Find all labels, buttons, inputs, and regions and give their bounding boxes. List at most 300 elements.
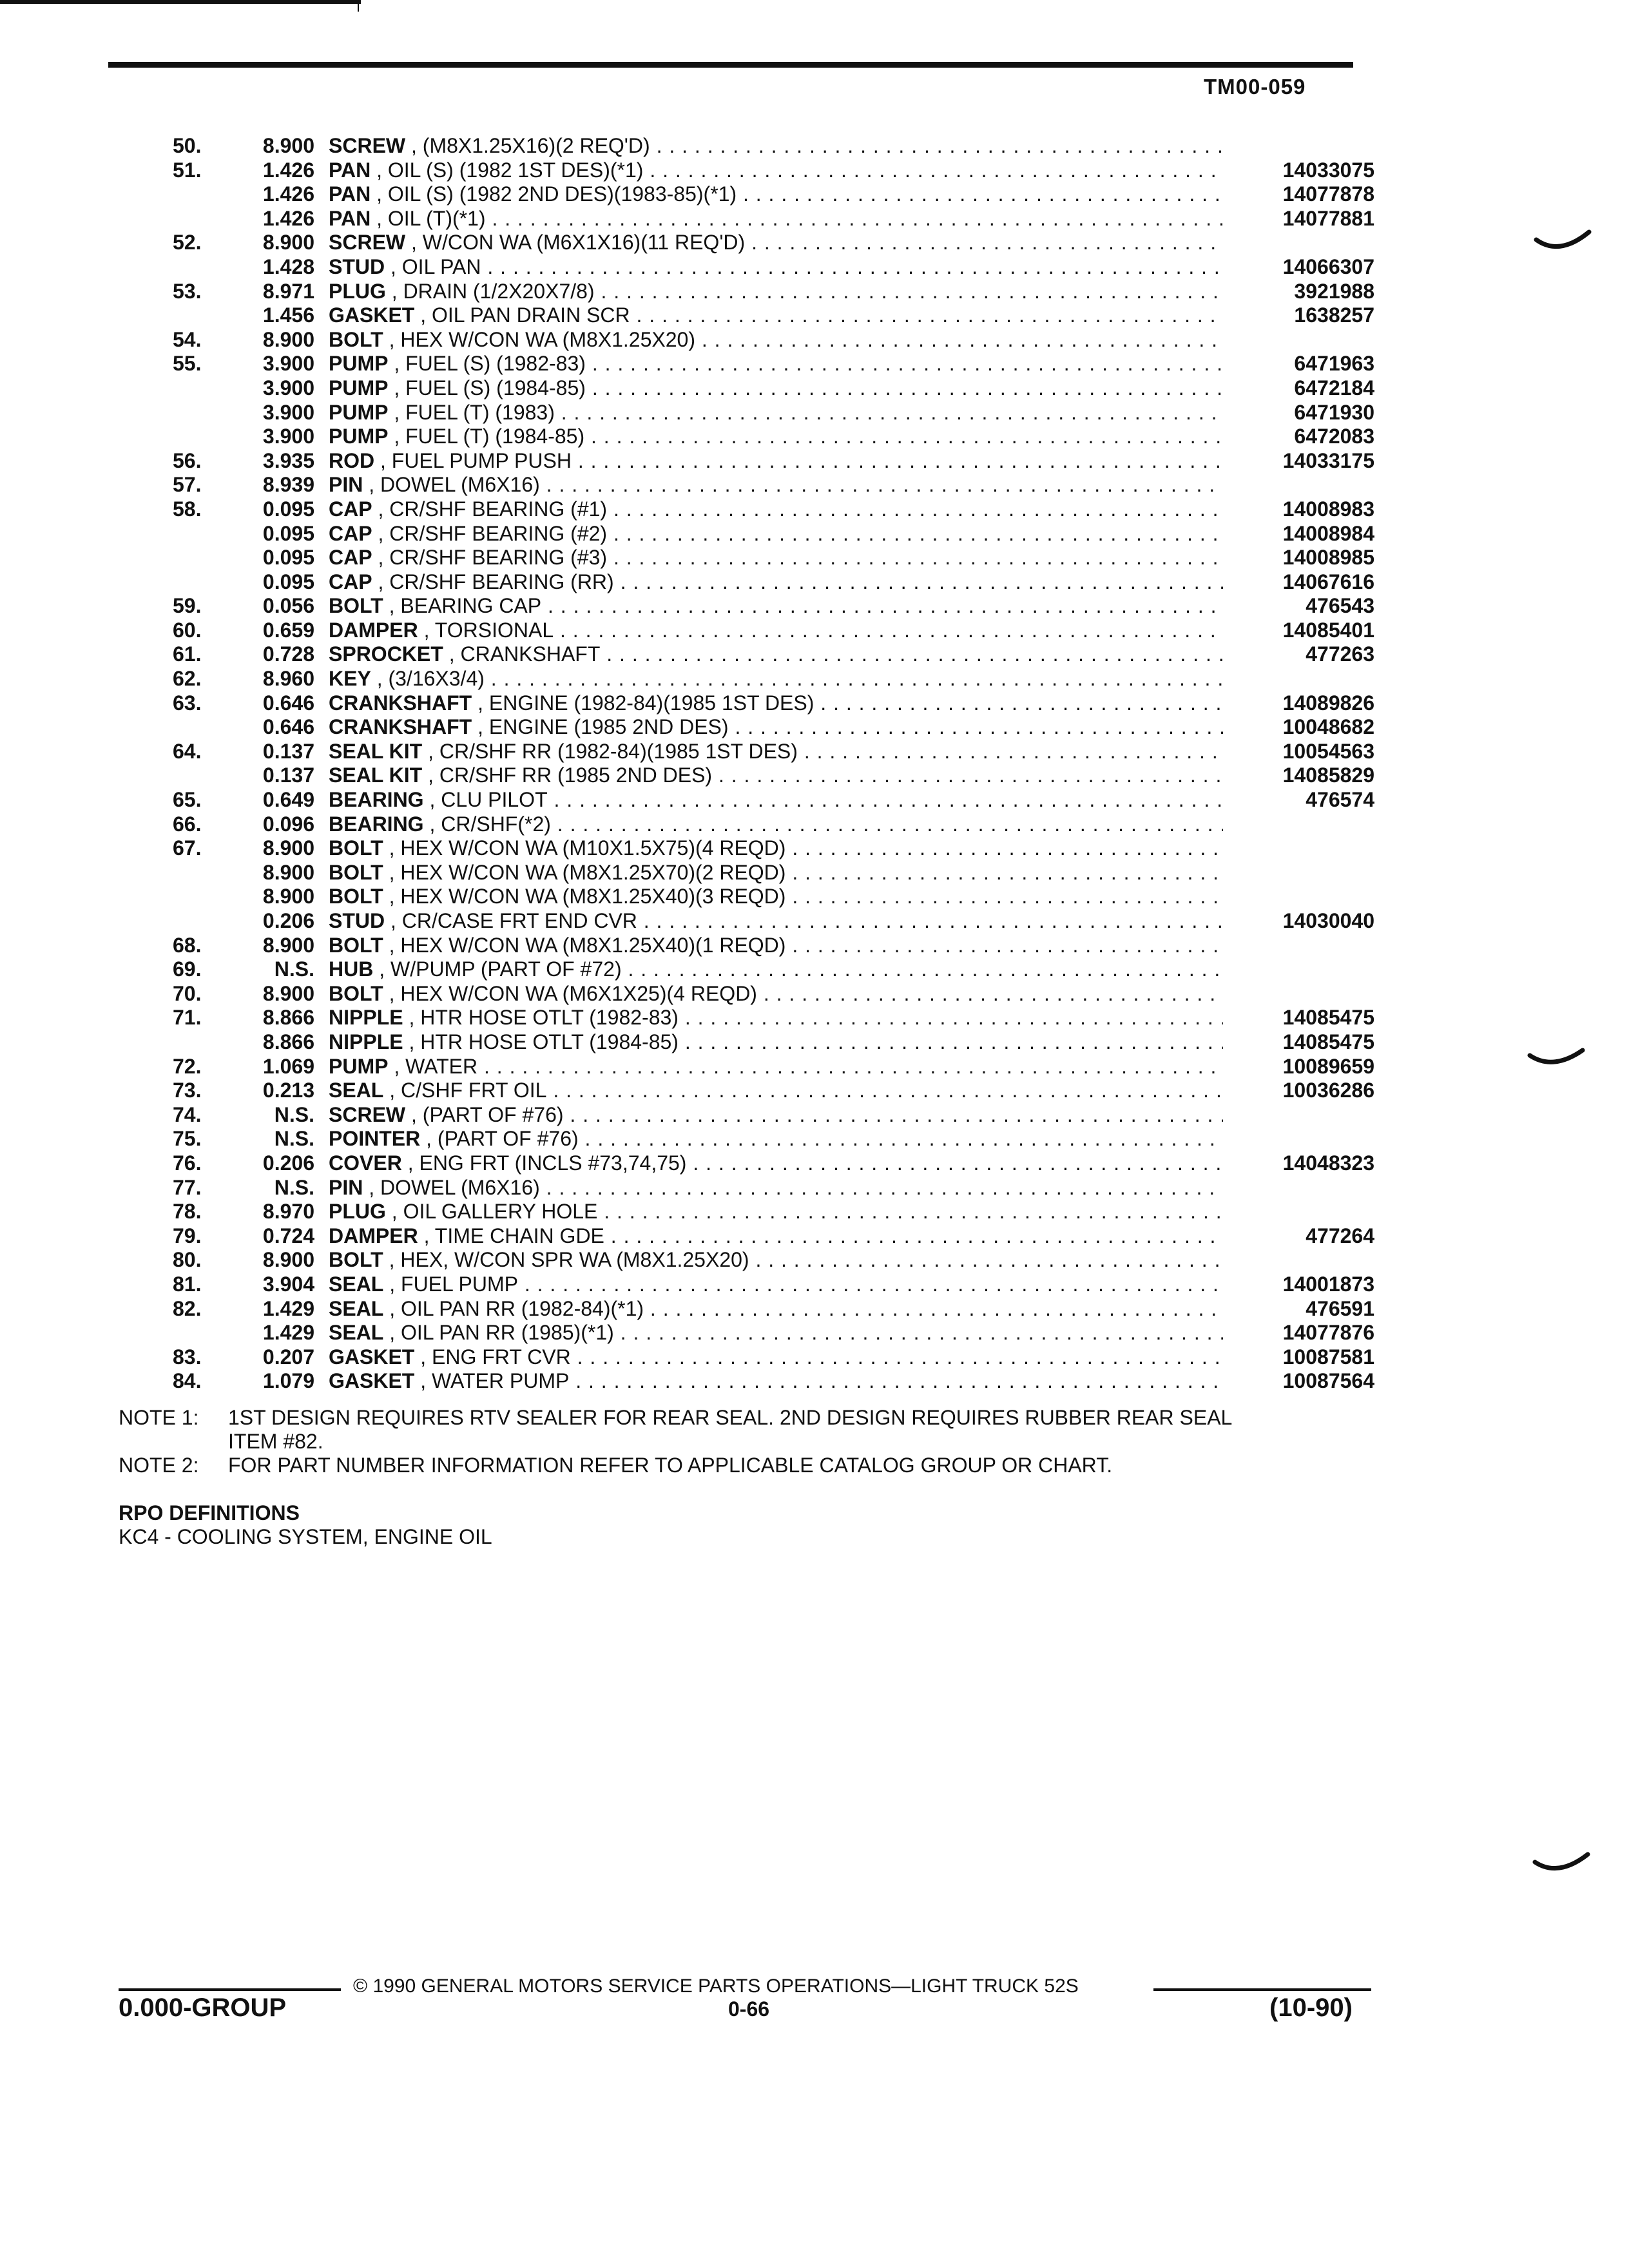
item-number: 83. xyxy=(173,1345,202,1369)
part-detail-separator: , xyxy=(371,158,388,182)
part-name: SEAL KIT xyxy=(329,739,423,763)
part-description xyxy=(329,934,1223,958)
part-detail-separator: , xyxy=(414,1369,432,1393)
item-number: 62. xyxy=(173,667,202,691)
part-row xyxy=(173,182,1374,207)
part-detail-separator: , xyxy=(420,1127,438,1151)
part-description xyxy=(329,909,1223,934)
part-detail-separator: , xyxy=(383,860,401,884)
part-name: PUMP xyxy=(329,376,389,399)
part-description xyxy=(329,207,1223,231)
note-label: NOTE 2: xyxy=(119,1454,199,1477)
binder-hole-mark-icon xyxy=(1532,1849,1590,1881)
part-detail-separator: , xyxy=(388,1054,406,1078)
part-detail-separator: , xyxy=(385,255,402,278)
part-description xyxy=(329,667,1223,691)
part-number: 6471963 xyxy=(1294,352,1374,376)
group-code: N.S. xyxy=(274,1102,314,1126)
part-number: 14001873 xyxy=(1282,1272,1374,1296)
part-number: 476543 xyxy=(1306,594,1374,618)
item-number: 64. xyxy=(173,739,202,763)
part-detail: HEX, W/CON SPR WA (M8X1.25X20) xyxy=(400,1248,749,1272)
part-number: 10087564 xyxy=(1282,1369,1374,1393)
part-description xyxy=(329,1030,1223,1055)
item-number: 82. xyxy=(173,1296,202,1320)
binder-hole-mark-icon xyxy=(1534,226,1592,258)
part-name: NIPPLE xyxy=(329,1006,403,1030)
item-number: 56. xyxy=(173,448,202,472)
part-row xyxy=(173,1055,1374,1079)
part-detail: FUEL PUMP PUSH xyxy=(391,448,572,472)
part-name: GASKET xyxy=(329,303,415,327)
part-name: PUMP xyxy=(329,425,389,448)
item-number: 84. xyxy=(173,1369,202,1393)
item-number: 73. xyxy=(173,1079,202,1102)
part-name: PAN xyxy=(329,182,371,206)
group-code: 0.137 xyxy=(262,739,314,763)
part-description xyxy=(329,1176,1223,1200)
part-detail-separator: , xyxy=(371,667,389,691)
item-number: 69. xyxy=(173,957,202,981)
part-name: PLUG xyxy=(329,1200,386,1224)
group-code: 1.079 xyxy=(262,1369,314,1393)
item-number: 63. xyxy=(173,691,202,715)
part-detail: HEX W/CON WA (M10X1.5X75)(4 REQD) xyxy=(400,836,786,860)
part-detail: ENGINE (1985 2ND DES) xyxy=(488,715,729,739)
part-number: 476591 xyxy=(1306,1296,1374,1320)
part-description xyxy=(329,425,1223,449)
part-detail-separator: , xyxy=(383,981,401,1005)
item-number: 77. xyxy=(173,1175,202,1199)
part-name: PAN xyxy=(329,206,371,230)
part-description xyxy=(329,885,1223,909)
part-name: BOLT xyxy=(329,1248,383,1272)
part-row xyxy=(173,522,1374,546)
part-detail-separator: , xyxy=(383,836,401,860)
part-description xyxy=(329,1369,1223,1394)
part-detail-separator: , xyxy=(423,812,441,836)
part-detail: ENG FRT CVR xyxy=(432,1345,571,1369)
group-code: 8.939 xyxy=(262,473,314,497)
group-code: 0.728 xyxy=(262,642,314,666)
rpo-definitions xyxy=(119,1501,492,1549)
group-code: 1.429 xyxy=(262,1296,314,1320)
item-number: 50. xyxy=(173,134,202,157)
part-name: PUMP xyxy=(329,1054,389,1078)
group-code: N.S. xyxy=(274,1175,314,1199)
group-code: 0.649 xyxy=(262,788,314,812)
part-detail: (3/16X3/4) xyxy=(388,667,485,691)
part-row xyxy=(173,546,1374,570)
part-detail-separator: , xyxy=(422,739,439,763)
part-detail-separator: , xyxy=(443,642,461,666)
part-detail: OIL PAN DRAIN SCR xyxy=(432,303,630,327)
part-row xyxy=(173,1103,1374,1128)
group-code: 8.900 xyxy=(262,231,314,255)
part-number: 6472184 xyxy=(1294,376,1374,399)
part-detail-separator: , xyxy=(383,1248,401,1272)
part-description xyxy=(329,497,1223,522)
group-code: 1.428 xyxy=(262,255,314,278)
part-description xyxy=(329,134,1223,159)
item-number: 53. xyxy=(173,279,202,303)
part-description xyxy=(329,473,1223,497)
part-detail-separator: , xyxy=(385,909,402,932)
part-row xyxy=(173,401,1374,425)
part-number: 14085829 xyxy=(1282,764,1374,787)
part-number: 6472083 xyxy=(1294,425,1374,448)
part-description xyxy=(329,836,1223,861)
group-code: 1.426 xyxy=(262,158,314,182)
part-detail: CR/SHF RR (1985 2ND DES) xyxy=(439,764,713,787)
part-detail: (PART OF #76) xyxy=(437,1127,579,1151)
part-description xyxy=(329,788,1223,812)
part-description xyxy=(329,1297,1223,1321)
part-row xyxy=(173,1224,1374,1249)
part-detail-separator: , xyxy=(388,400,406,424)
part-description xyxy=(329,861,1223,885)
part-description xyxy=(329,280,1223,304)
part-number: 10054563 xyxy=(1282,739,1374,763)
header-rule xyxy=(108,62,1353,68)
footer-date: (10-90) xyxy=(1269,1994,1353,2022)
part-description xyxy=(329,522,1223,546)
part-detail: OIL PAN RR (1985)(*1) xyxy=(401,1321,614,1345)
item-number: 58. xyxy=(173,497,202,521)
part-detail-separator: , xyxy=(363,1175,381,1199)
part-detail-separator: , xyxy=(472,691,489,715)
part-row xyxy=(173,1151,1374,1176)
part-detail-separator: , xyxy=(371,182,388,206)
group-code: 0.213 xyxy=(262,1079,314,1102)
part-detail: CR/SHF RR (1982-84)(1985 1ST DES) xyxy=(439,739,798,763)
part-detail: CR/SHF BEARING (RR) xyxy=(389,570,614,593)
group-code: 3.904 xyxy=(262,1272,314,1296)
part-number: 14066307 xyxy=(1282,255,1374,278)
part-name: BOLT xyxy=(329,860,383,884)
group-code: 3.900 xyxy=(262,376,314,399)
part-number: 14033175 xyxy=(1282,448,1374,472)
item-number: 68. xyxy=(173,933,202,957)
part-name: DAMPER xyxy=(329,1224,418,1247)
part-row xyxy=(173,280,1374,304)
part-row xyxy=(173,957,1374,982)
part-detail: ENG FRT (INCLS #73,74,75) xyxy=(419,1151,687,1175)
part-row xyxy=(173,934,1374,958)
document-id: TM00-059 xyxy=(1204,75,1306,99)
part-detail: ENGINE (1982-84)(1985 1ST DES) xyxy=(488,691,815,715)
part-detail: OIL PAN RR (1982-84)(*1) xyxy=(401,1296,644,1320)
part-name: SEAL xyxy=(329,1296,384,1320)
part-name: ROD xyxy=(329,448,375,472)
part-detail: HEX W/CON WA (M6X1X25)(4 REQD) xyxy=(400,981,757,1005)
parts-list xyxy=(173,134,1374,1394)
rpo-title: RPO DEFINITIONS xyxy=(119,1501,300,1524)
part-description xyxy=(329,982,1223,1006)
part-row xyxy=(173,473,1374,497)
item-number: 66. xyxy=(173,812,202,836)
part-row xyxy=(173,207,1374,231)
part-detail: CR/SHF(*2) xyxy=(441,812,551,836)
part-detail: WATER PUMP xyxy=(432,1369,570,1393)
group-code: 3.935 xyxy=(262,448,314,472)
part-description xyxy=(329,401,1223,425)
part-description xyxy=(329,1248,1223,1273)
scan-edge-line xyxy=(0,0,361,4)
group-code: 0.659 xyxy=(262,618,314,642)
part-description xyxy=(329,594,1223,619)
part-description xyxy=(329,1127,1223,1151)
part-number: 10048682 xyxy=(1282,715,1374,739)
part-row xyxy=(173,1273,1374,1297)
part-name: GASKET xyxy=(329,1369,415,1393)
part-detail: CR/CASE FRT END CVR xyxy=(401,909,637,932)
part-row xyxy=(173,328,1374,352)
part-detail-separator: , xyxy=(414,303,432,327)
part-detail: HEX W/CON WA (M8X1.25X40)(3 REQD) xyxy=(400,885,786,908)
part-description xyxy=(329,546,1223,570)
part-row xyxy=(173,836,1374,861)
part-number: 14067616 xyxy=(1282,570,1374,593)
group-code: 8.960 xyxy=(262,667,314,691)
part-number: 14008984 xyxy=(1282,521,1374,545)
part-row xyxy=(173,231,1374,255)
part-detail-separator: , xyxy=(388,376,406,399)
item-number: 61. xyxy=(173,642,202,666)
part-detail-separator: , xyxy=(372,521,390,545)
item-number: 71. xyxy=(173,1006,202,1030)
part-detail-separator: , xyxy=(405,231,423,255)
part-detail-separator: , xyxy=(383,327,401,351)
group-code: 8.900 xyxy=(262,933,314,957)
part-detail: FUEL (T) (1984-85) xyxy=(405,425,585,448)
part-name: SEAL xyxy=(329,1079,384,1102)
part-name: SEAL xyxy=(329,1321,384,1345)
group-code: 8.866 xyxy=(262,1030,314,1053)
part-number: 476574 xyxy=(1306,788,1374,812)
note-label: NOTE 1: xyxy=(119,1406,199,1429)
page-number: 0-66 xyxy=(728,1997,770,2021)
part-name: BEARING xyxy=(329,788,424,812)
item-number: 78. xyxy=(173,1200,202,1224)
part-detail: HEX W/CON WA (M8X1.25X20) xyxy=(400,327,695,351)
part-detail-separator: , xyxy=(383,1272,401,1296)
part-detail: HTR HOSE OTLT (1984-85) xyxy=(420,1030,679,1053)
scan-edge-tick xyxy=(358,3,359,12)
group-code: 0.096 xyxy=(262,812,314,836)
group-code: 8.900 xyxy=(262,981,314,1005)
part-detail-separator: , xyxy=(401,1151,419,1175)
part-detail-separator: , xyxy=(385,279,403,303)
part-detail-separator: , xyxy=(383,1079,401,1102)
part-description xyxy=(329,764,1223,788)
part-number: 14085401 xyxy=(1282,618,1374,642)
part-row xyxy=(173,667,1374,691)
part-row xyxy=(173,303,1374,328)
part-row xyxy=(173,425,1374,449)
part-row xyxy=(173,788,1374,812)
part-detail-separator: , xyxy=(385,1200,403,1224)
item-number: 72. xyxy=(173,1054,202,1078)
part-number: 10087581 xyxy=(1282,1345,1374,1369)
part-detail: OIL PAN xyxy=(401,255,481,278)
item-number: 80. xyxy=(173,1248,202,1272)
part-detail-separator: , xyxy=(371,206,388,230)
part-description xyxy=(329,691,1223,716)
item-number: 67. xyxy=(173,836,202,860)
part-name: KEY xyxy=(329,667,371,691)
part-row xyxy=(173,449,1374,474)
part-detail-separator: , xyxy=(388,425,406,448)
part-detail-separator: , xyxy=(383,1321,401,1345)
part-row xyxy=(173,159,1374,183)
group-code: 8.900 xyxy=(262,836,314,860)
group-code: 3.900 xyxy=(262,425,314,448)
part-detail: CLU PILOT xyxy=(441,788,548,812)
group-code: 0.137 xyxy=(262,764,314,787)
part-detail: OIL (T)(*1) xyxy=(387,206,486,230)
part-name: BOLT xyxy=(329,327,383,351)
part-row xyxy=(173,861,1374,885)
group-code: N.S. xyxy=(274,1127,314,1151)
part-name: POINTER xyxy=(329,1127,421,1151)
part-number: 10036286 xyxy=(1282,1079,1374,1102)
item-number: 75. xyxy=(173,1127,202,1151)
part-number: 1638257 xyxy=(1294,303,1374,327)
part-detail-separator: , xyxy=(418,1224,435,1247)
part-description xyxy=(329,1321,1223,1345)
part-detail-separator: , xyxy=(405,134,423,157)
part-row xyxy=(173,691,1374,716)
group-code: 0.206 xyxy=(262,1151,314,1175)
item-number: 52. xyxy=(173,231,202,255)
footer-copyright: © 1990 GENERAL MOTORS SERVICE PARTS OPERATIONS—LIGHT TRUCK 52S xyxy=(353,1975,1079,1997)
part-detail: HEX W/CON WA (M8X1.25X40)(1 REQD) xyxy=(400,933,786,957)
group-code: 0.056 xyxy=(262,594,314,618)
group-code: 8.900 xyxy=(262,885,314,908)
part-description xyxy=(329,328,1223,352)
part-name: PUMP xyxy=(329,352,389,376)
part-number: 10089659 xyxy=(1282,1054,1374,1078)
item-number: 65. xyxy=(173,788,202,812)
part-detail-separator: , xyxy=(363,473,381,497)
group-code: 8.900 xyxy=(262,327,314,351)
part-detail-separator: , xyxy=(373,957,390,981)
part-detail: OIL (S) (1982 2ND DES)(1983-85)(*1) xyxy=(387,182,737,206)
part-name: SCREW xyxy=(329,1102,406,1126)
part-name: CAP xyxy=(329,570,372,593)
part-name: BOLT xyxy=(329,933,383,957)
part-description xyxy=(329,715,1223,740)
group-code: 1.426 xyxy=(262,182,314,206)
part-number: 14077881 xyxy=(1282,206,1374,230)
part-row xyxy=(173,1200,1374,1224)
group-code: 8.866 xyxy=(262,1006,314,1030)
part-detail-separator: , xyxy=(383,885,401,908)
part-row xyxy=(173,1176,1374,1200)
part-detail: DRAIN (1/2X20X7/8) xyxy=(403,279,595,303)
part-row xyxy=(173,909,1374,934)
part-row xyxy=(173,1297,1374,1321)
part-row xyxy=(173,1369,1374,1394)
part-row xyxy=(173,1030,1374,1055)
part-description xyxy=(329,1345,1223,1370)
part-description xyxy=(329,1151,1223,1176)
part-name: BOLT xyxy=(329,836,383,860)
group-code: 1.069 xyxy=(262,1054,314,1078)
part-description xyxy=(329,352,1223,376)
part-name: BOLT xyxy=(329,885,383,908)
part-number: 14008983 xyxy=(1282,497,1374,521)
note-text: 1ST DESIGN REQUIRES RTV SEALER FOR REAR SEAL. 2ND DESIGN REQUIRES RUBBER REAR SEAL xyxy=(228,1406,1233,1429)
group-code: 3.900 xyxy=(262,400,314,424)
item-number: 59. xyxy=(173,594,202,618)
group-code: 1.426 xyxy=(262,206,314,230)
part-number: 14048323 xyxy=(1282,1151,1374,1175)
item-number: 51. xyxy=(173,158,202,182)
item-number: 60. xyxy=(173,618,202,642)
part-number: 14085475 xyxy=(1282,1006,1374,1030)
group-code: 0.095 xyxy=(262,546,314,570)
item-number: 55. xyxy=(173,352,202,376)
part-detail: DOWEL (M6X16) xyxy=(380,473,540,497)
part-row xyxy=(173,1079,1374,1103)
item-number: 70. xyxy=(173,981,202,1005)
part-row xyxy=(173,352,1374,376)
part-name: STUD xyxy=(329,909,385,932)
item-number: 74. xyxy=(173,1102,202,1126)
part-detail: FUEL PUMP xyxy=(401,1272,518,1296)
part-detail: DOWEL (M6X16) xyxy=(380,1175,540,1199)
part-name: DAMPER xyxy=(329,618,418,642)
rpo-line: KC4 - COOLING SYSTEM, ENGINE OIL xyxy=(119,1525,492,1548)
part-description xyxy=(329,642,1223,667)
item-number: 57. xyxy=(173,473,202,497)
part-name: HUB xyxy=(329,957,374,981)
part-row xyxy=(173,740,1374,764)
part-description xyxy=(329,619,1223,643)
part-detail-separator: , xyxy=(418,618,435,642)
part-detail: CR/SHF BEARING (#3) xyxy=(389,546,608,570)
part-description xyxy=(329,376,1223,401)
part-name: CAP xyxy=(329,546,372,570)
part-detail: HTR HOSE OTLT (1982-83) xyxy=(420,1006,679,1030)
part-row xyxy=(173,619,1374,643)
part-name: CAP xyxy=(329,497,372,521)
group-code: 8.900 xyxy=(262,1248,314,1272)
part-name: PIN xyxy=(329,473,363,497)
part-description xyxy=(329,449,1223,474)
part-detail-separator: , xyxy=(403,1030,421,1053)
item-number: 76. xyxy=(173,1151,202,1175)
group-code: 0.724 xyxy=(262,1224,314,1247)
part-description xyxy=(329,1055,1223,1079)
part-row xyxy=(173,885,1374,909)
part-description xyxy=(329,740,1223,764)
part-description xyxy=(329,1103,1223,1128)
part-description xyxy=(329,1200,1223,1224)
part-description xyxy=(329,303,1223,328)
part-name: SCREW xyxy=(329,134,406,157)
part-number: 14089826 xyxy=(1282,691,1374,715)
part-detail: WATER xyxy=(405,1054,478,1078)
group-code: 3.900 xyxy=(262,352,314,376)
part-name: PIN xyxy=(329,1175,363,1199)
part-detail: CR/SHF BEARING (#1) xyxy=(389,497,608,521)
part-name: PAN xyxy=(329,158,371,182)
part-detail: (M8X1.25X16)(2 REQ'D) xyxy=(422,134,650,157)
group-code: 0.206 xyxy=(262,909,314,932)
